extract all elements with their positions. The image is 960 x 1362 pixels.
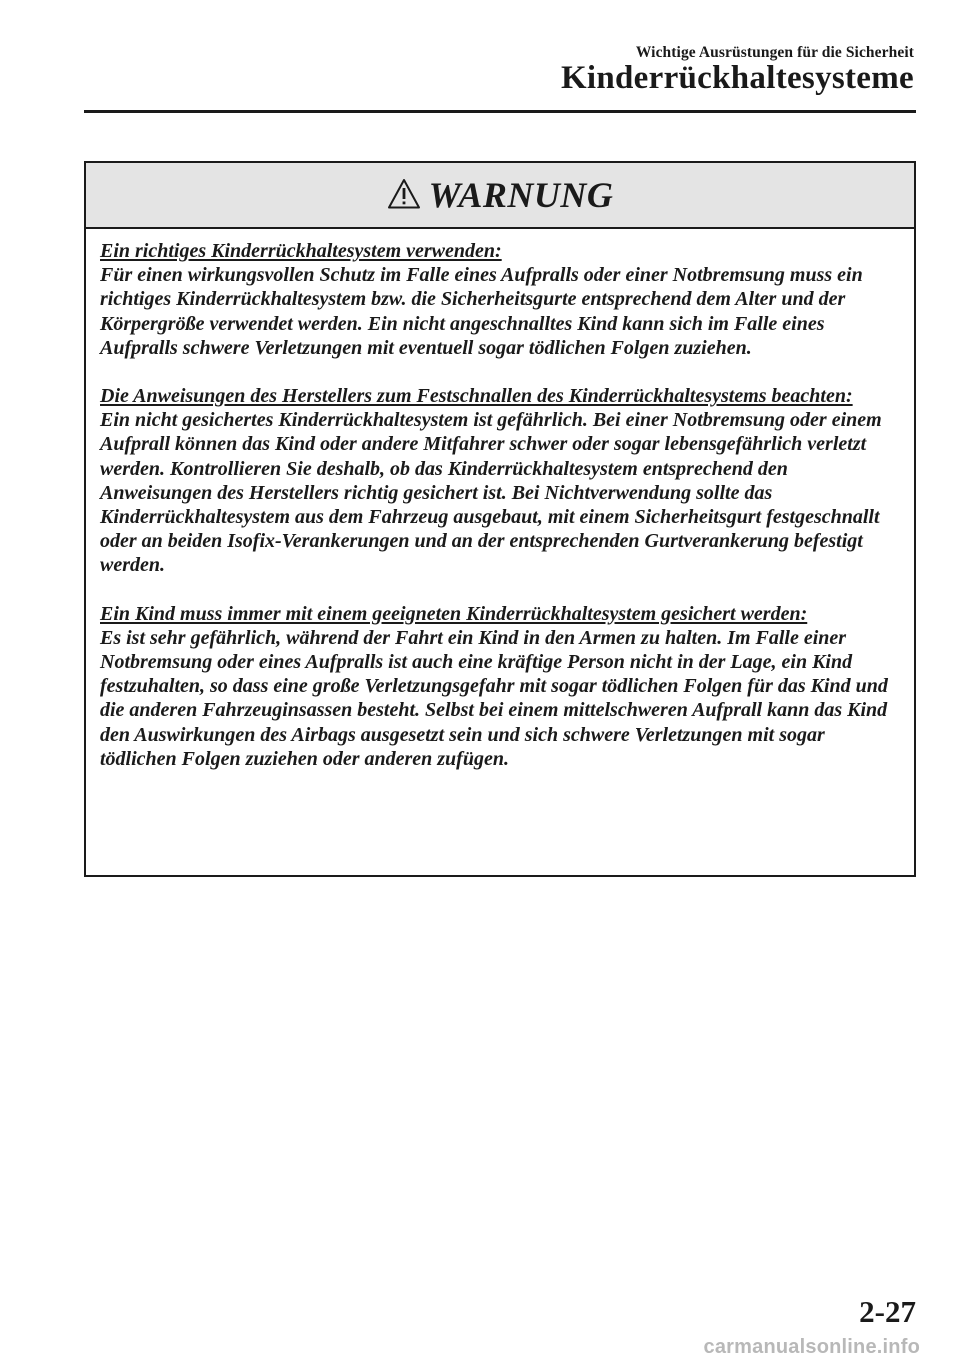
page-number: 2-27 <box>859 1294 916 1329</box>
header-section-label: Wichtige Ausrüstungen für die Sicherheit <box>635 44 914 61</box>
warning-body <box>86 229 914 771</box>
warning-paragraph <box>100 239 902 360</box>
warning-paragraph-heading: Ein Kind muss immer mit einem geeigneten Kinderrückhaltesystem gesichert werden: <box>100 602 808 625</box>
warning-paragraph <box>100 384 902 578</box>
warning-paragraph-text: Es ist sehr gefährlich, während der Fahrt ein Kind in den Armen zu halten. Im Falle einer Notbremsung oder eines Aufpralls ist auch eine kräftige Person nicht in der Lage, ein Kind festzuhalten, so dass eine große Verletzungsgefahr mit sogar tödlichen Folgen für das Kind und die anderen Fahrzeuginsassen besteht. Selbst bei einem mittelschweren Aufprall kann das Kind den Auswirkungen des Airbags ausgesetzt sein und sich schwere Verletzungen mit sogar tödlichen Folgen zuziehen oder anderen zufügen. <box>100 626 888 770</box>
warning-triangle-icon <box>387 178 421 210</box>
watermark: carmanualsonline.info <box>703 1336 920 1358</box>
warning-paragraph-heading: Ein richtiges Kinderrückhaltesystem verwenden: <box>100 240 502 262</box>
header-divider <box>84 110 916 113</box>
page-title: Kinderrückhaltesysteme <box>560 60 914 96</box>
warning-paragraph-heading: Die Anweisungen des Herstellers zum Festschnallen des Kinderrückhaltesystems beachten: <box>100 385 853 408</box>
warning-label: WARNUNG <box>428 175 614 215</box>
warning-paragraph-text: Ein nicht gesichertes Kinderrückhaltesystem ist gefährlich. Bei einer Notbremsung oder einem Aufprall können das Kind oder andere Mitfahrer schwer oder sogar lebensgefährlich verletzt werden. Kontrollieren Sie deshalb, ob das Kinderrückhaltesystem entsprechend den Anweisungen des Herstellers richtig gesichert ist. Bei Nichtverwendung sollte das Kinderrückhaltesystem aus dem Fahrzeug ausgebaut, mit einem Sicherheitsgurt festgeschnallt oder an beiden Isofix-Verankerungen und an der entsprechenden Gurtverankerung befestigt werden. <box>100 409 882 577</box>
warning-paragraph <box>100 602 902 771</box>
warning-box <box>84 161 916 877</box>
warning-header <box>86 163 914 229</box>
warning-paragraph-text: Für einen wirkungsvollen Schutz im Falle eines Aufpralls oder einer Notbremsung muss ein richtiges Kinderrückhaltesystem bzw. die Sicherheitsgurte entsprechend dem Alter und der Körpergröße verwendet werden. Ein nicht angeschnalltes Kind kann sich im Falle eines Aufpralls schwere Verletzungen mit eventuell sogar tödlichen Folgen zuziehen. <box>100 264 863 359</box>
